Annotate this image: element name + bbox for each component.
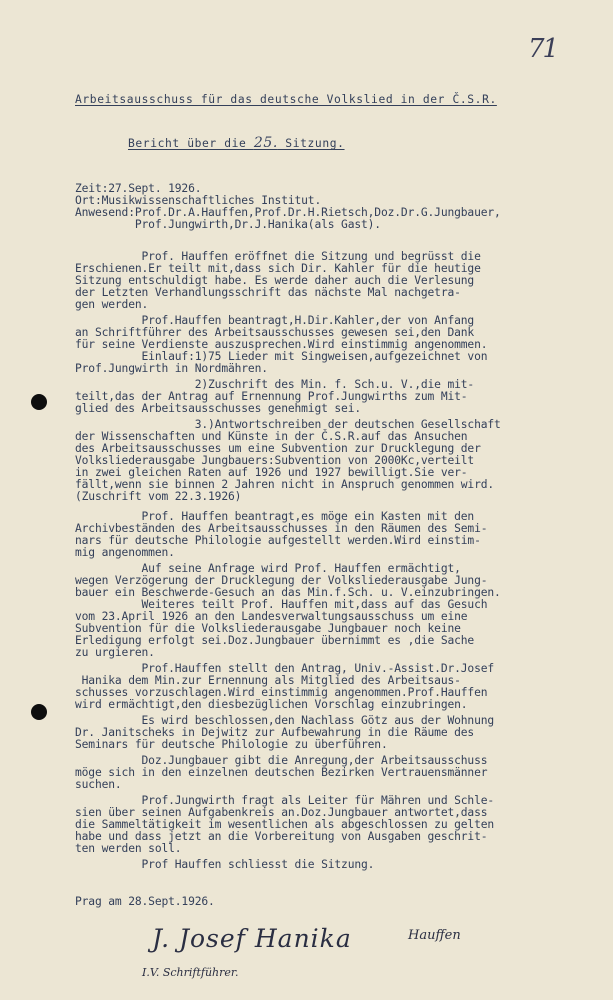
body-line: Prof. Hauffen eröffnet die Sitzung und begrüsst die xyxy=(75,250,481,263)
meta-line: Anwesend:Prof.Dr.A.Hauffen,Prof.Dr.H.Rietsch,Doz.Dr.G.Jungbauer, xyxy=(75,206,501,219)
body-line: habe und dass jetzt an die Vorbereitung von Ausgaben geschrit- xyxy=(75,830,488,843)
body-line: möge sich in den einzelnen deutschen Bezirken Vertrauensmänner xyxy=(75,766,488,779)
body-line: vom 23.April 1926 an den Landesverwaltungsausschuss um eine xyxy=(75,610,468,623)
body-line: mig angenommen. xyxy=(75,546,175,559)
signature-role: I.V. Schriftführer. xyxy=(142,966,239,979)
body-line: der Letzten Verhandlungsschrift das nächste Mal nachgetra- xyxy=(75,286,461,299)
body-line: Erledigung erfolgt sei.Doz.Jungbauer übernimmt es ,die Sache xyxy=(75,634,475,647)
body-line: (Zuschrift vom 22.3.1926) xyxy=(75,490,242,503)
body-line: wegen Verzögerung der Drucklegung der Volksliederausgabe Jung- xyxy=(75,574,488,587)
signature-initial: Hauffen xyxy=(408,928,461,943)
body-line: in zwei gleichen Raten auf 1926 und 1927 bewilligt.Sie ver- xyxy=(75,466,468,479)
meta-line: Zeit:27.Sept. 1926. xyxy=(75,182,202,195)
meta-line: Prof.Jungwirth,Dr.J.Hanika(als Gast). xyxy=(75,218,381,231)
body-line: Weiteres teilt Prof. Hauffen mit,dass auf das Gesuch xyxy=(75,598,488,611)
body-line: die Sammeltätigkeit im wesentlichen als abgeschlossen zu gelten xyxy=(75,818,495,831)
body-line: Prof. Hauffen beantragt,es möge ein Kasten mit den xyxy=(75,510,475,523)
document-title: Arbeitsausschuss für das deutsche Volkslied in der Č.S.R. xyxy=(75,93,497,106)
body-line: Prof.Jungwirth fragt als Leiter für Mähren und Schle- xyxy=(75,794,495,807)
body-line: schusses vorzuschlagen.Wird einstimmig angenommen.Prof.Hauffen xyxy=(75,686,488,699)
body-line: bauer ein Beschwerde-Gesuch an das Min.f.Sch. u. V.einzubringen. xyxy=(75,586,501,599)
document-subtitle: Bericht über die 25. Sitzung. xyxy=(128,135,345,151)
body-line: Prof Hauffen schliesst die Sitzung. xyxy=(75,858,375,871)
body-line: Sitzung entschuldigt habe. Es werde daher auch die Verlesung xyxy=(75,274,475,287)
body-line: Hanika dem Min.zur Ernennung als Mitglied des Arbeitsaus- xyxy=(75,674,461,687)
meta-line: Ort:Musikwissenschaftliches Institut. xyxy=(75,194,322,207)
session-number: 25. xyxy=(253,135,278,151)
body-line: fällt,wenn sie binnen 2 Jahren nicht in Anspruch genommen wird. xyxy=(75,478,495,491)
body-line: der Wissenschaften und Künste in der Č.S.R.auf das Ansuchen xyxy=(75,430,468,443)
body-line: 3.)Antwortschreiben der deutschen Gesellschaft xyxy=(75,418,501,431)
body-line: Seminars für deutsche Philologie zu überführen. xyxy=(75,738,388,751)
body-line: Auf seine Anfrage wird Prof. Hauffen ermächtigt, xyxy=(75,562,461,575)
signature-name: J. Josef Hanika xyxy=(152,924,352,953)
body-line: Doz.Jungbauer gibt die Anregung,der Arbeitsausschuss xyxy=(75,754,488,767)
body-line: Einlauf:1)75 Lieder mit Singweisen,aufgezeichnet von xyxy=(75,350,488,363)
body-line: Subvention für die Volksliederausgabe Jungbauer noch keine xyxy=(75,622,461,635)
punch-hole-bottom xyxy=(31,704,47,720)
body-line: Volksliederausgabe Jungbauers:Subvention von 2000Kc,verteilt xyxy=(75,454,475,467)
body-line: Es wird beschlossen,den Nachlass Götz aus der Wohnung xyxy=(75,714,495,727)
folio-number: 71 xyxy=(528,34,558,64)
body-line: suchen. xyxy=(75,778,122,791)
body-line: 2)Zuschrift des Min. f. Sch.u. V.,die mit- xyxy=(75,378,475,391)
body-line: Archivbeständen des Arbeitsausschusses in den Räumen des Semi- xyxy=(75,522,488,535)
punch-hole-top xyxy=(31,394,47,410)
body-line: glied des Arbeitsausschusses genehmigt sei. xyxy=(75,402,362,415)
body-line: sien über seinen Aufgabenkreis an.Doz.Jungbauer antwortet,dass xyxy=(75,806,488,819)
body-line: zu urgieren. xyxy=(75,646,155,659)
closing-date: Prag am 28.Sept.1926. xyxy=(75,895,215,908)
body-line: gen werden. xyxy=(75,298,149,311)
body-line: nars für deutsche Philologie aufgestellt werden.Wird einstim- xyxy=(75,534,481,547)
body-line: an Schriftführer des Arbeitsausschusses gewesen sei,den Dank xyxy=(75,326,475,339)
body-line: wird ermächtigt,den diesbezüglichen Vorschlag einzubringen. xyxy=(75,698,468,711)
body-line: für seine Verdienste auszusprechen.Wird einstimmig angenommen. xyxy=(75,338,488,351)
body-line: ten werden soll. xyxy=(75,842,182,855)
body-line: des Arbeitsausschusses um eine Subvention zur Drucklegung der xyxy=(75,442,481,455)
body-line: Erschienen.Er teilt mit,dass sich Dir. Kahler für die heutige xyxy=(75,262,481,275)
body-line: Prof.Hauffen beantragt,H.Dir.Kahler,der von Anfang xyxy=(75,314,475,327)
body-line: Prof.Jungwirth in Nordmähren. xyxy=(75,362,268,375)
body-line: Prof.Hauffen stellt den Antrag, Univ.-Assist.Dr.Josef xyxy=(75,662,495,675)
body-line: Dr. Janitscheks in Dejwitz zur Aufbewahrung in die Räume des xyxy=(75,726,475,739)
body-line: teilt,das der Antrag auf Ernennung Prof.Jungwirths zum Mit- xyxy=(75,390,468,403)
